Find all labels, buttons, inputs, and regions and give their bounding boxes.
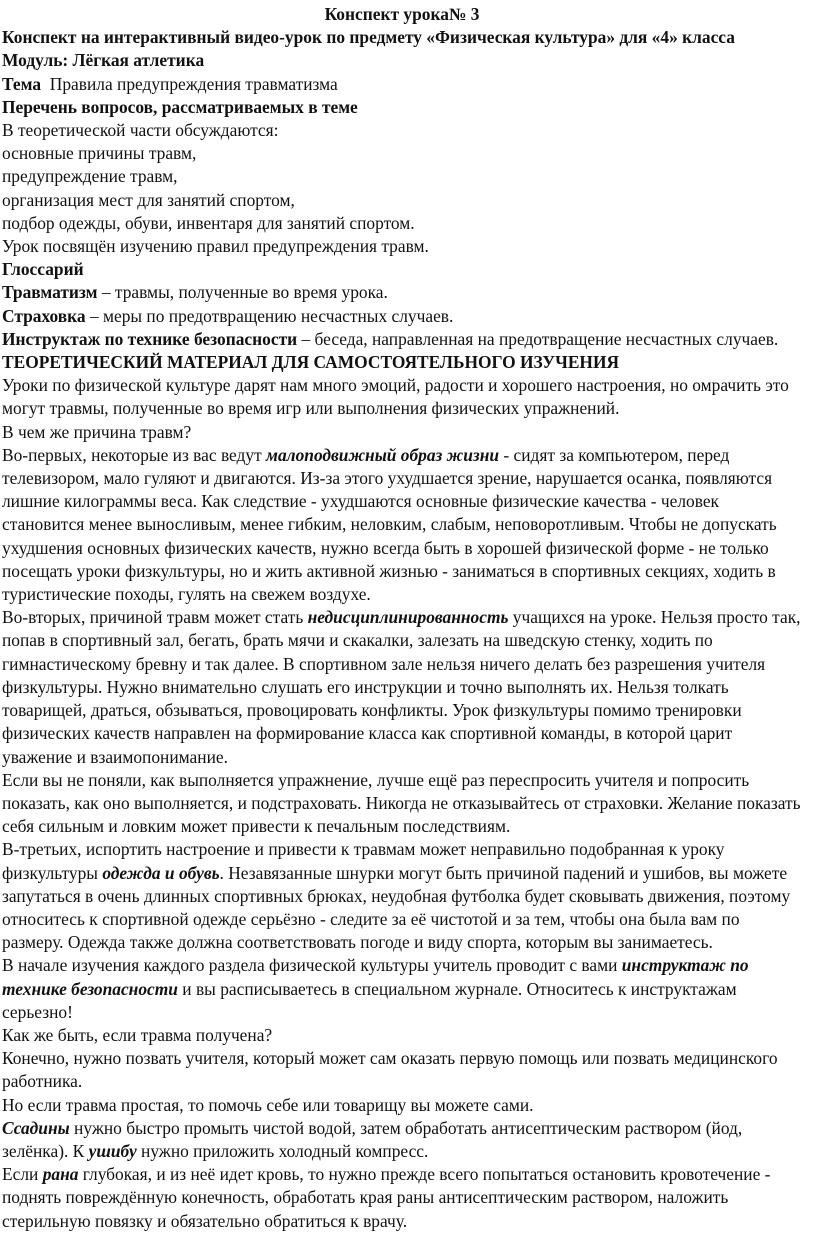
paragraph: Конечно, нужно позвать учителя, который может сам оказать первую помощь или позвать медицинского работника.: [2, 1048, 778, 1092]
text-run: Во-вторых, причиной травм может стать: [2, 607, 308, 628]
intro-line: подбор одежды, обуви, инвентаря для занятий спортом.: [2, 212, 415, 233]
emphasis: инструктаж по технике безопасности: [2, 955, 749, 999]
topic-text: Правила предупреждения травматизма: [41, 73, 338, 94]
emphasis: рана: [42, 1164, 79, 1185]
emphasis: одежда и обувь: [102, 862, 220, 883]
intro-line: основные причины травм,: [2, 143, 197, 164]
intro-line: организация мест для занятий спортом,: [2, 189, 295, 210]
document-subtitle: Конспект на интерактивный видео-урок по предмету «Физическая культура» для «4» класса: [2, 27, 735, 48]
theory-heading: ТЕОРЕТИЧЕСКИЙ МАТЕРИАЛ ДЛЯ САМОСТОЯТЕЛЬНОГО ИЗУЧЕНИЯ: [2, 352, 620, 373]
emphasis: недисциплинированность: [307, 607, 509, 628]
paragraph: [2, 1163, 802, 1233]
glossary-heading: Глоссарий: [2, 259, 84, 280]
paragraph: Уроки по физической культуре дарят нам много эмоций, радости и хорошего настроения, но омрачить это могут травмы, полученные во время игр или выполнения физических упражнений.: [2, 375, 789, 419]
glossary-definition: – беседа, направленная на предотвращение несчастных случаев.: [297, 328, 779, 349]
glossary-entry: [2, 305, 802, 328]
intro-line: предупреждение травм,: [2, 166, 178, 187]
paragraph: Если вы не поняли, как выполняется упражнение, лучше ещё раз переспросить учителя и попросить показать, как оно выполняется, и подстраховать. Никогда не отказывайтесь от страховки. Желание показать себя сильным и ловким может привести к печальным последствиям.: [2, 769, 801, 837]
glossary-definition: – травмы, полученные во время урока.: [97, 282, 388, 303]
text-run: В начале изучения каждого раздела физической культуры учитель проводит с вами: [2, 955, 622, 976]
glossary-entry: [2, 328, 802, 351]
questions-heading: Перечень вопросов, рассматриваемых в теме: [2, 96, 358, 117]
glossary-term: Инструктаж по технике безопасности: [2, 328, 298, 349]
emphasis: Ссадины: [2, 1117, 70, 1138]
topic-line: [2, 73, 802, 96]
paragraph: Как же быть, если травма получена?: [2, 1024, 273, 1045]
intro-line: В теоретической части обсуждаются:: [2, 120, 279, 141]
intro-line: Урок посвящён изучению правил предупреждения травм.: [2, 236, 429, 257]
text-run: Во-первых, некоторые из вас ведут: [2, 444, 267, 465]
glossary-term: Страховка: [2, 305, 86, 326]
text-run: Если: [2, 1164, 43, 1185]
emphasis: ушибу: [88, 1140, 137, 1161]
text-run: учащихся на уроке. Нельзя просто так, попав в спортивный зал, бегать, брать мячи и скакалки, залезать на шведскую стенку, ходить по гимнастическому бревну и так далее. В спортивном зале нельзя ничего делать без разрешения учителя физкультуры. Нужно внимательно слушать его инструкции и точно выполнять их. Нельзя толкать товарищей, драться, обзываться, провоцировать конфликты. Урок физкультуры помимо тренировки физических качеств направлен на формирование класса как спортивной команды, в которой царит уважение и взаимопонимание.: [2, 607, 801, 767]
text-run: - сидят за компьютером, перед телевизором, мало гуляют и двигаются. Из-за этого ухудшается зрение, нарушается осанка, появляются лишние килограммы веса. Как следствие - ухудшаются основные физические качества - человек становится менее выносливым, менее гибким, неловким, слабым, неповоротливым. Чтобы не допускать ухудшения основных физических качеств, нужно всегда быть в хорошей физической форме - не только посещать уроки физкультуры, но и жить активной жизнью - заниматься в спортивных секциях, ходить в туристические походы, гулять на свежем воздухе.: [2, 444, 777, 605]
paragraph: В чем же причина травм?: [2, 421, 192, 442]
paragraph: [2, 838, 802, 954]
paragraph: Но если травма простая, то помочь себе или товарищу вы можете сами.: [2, 1094, 534, 1115]
text-run: В-третьих, испортить настроение и привести к травмам может неправильно подобранная к уроку физкультуры: [2, 839, 725, 883]
text-run: нужно быстро промыть чистой водой, затем обработать антисептическим раствором (йод, зелёнка). К: [2, 1117, 743, 1161]
glossary-term: Травматизм: [2, 282, 98, 303]
text-run: . Незавязанные шнурки могут быть причиной падений и ушибов, вы можете запутаться в очень длинных спортивных брюках, неудобная футболка будет сковывать движения, поэтому относитесь к спортивной одежде серьёзно - следите за её чистотой и за тем, чтобы она была вам по размеру. Одежда также должна соответствовать погоде и виду спорта, которым вы занимаетесь.: [2, 862, 791, 953]
text-run: глубокая, и из неё идет кровь, то нужно прежде всего попытаться остановить кровотечение - поднять повреждённую конечность, обработать края раны антисептическим раствором, наложить стерильную повязку и обязательно обратиться к врачу.: [2, 1164, 771, 1231]
glossary-definition: – меры по предотвращению несчастных случаев.: [85, 305, 454, 326]
topic-label: Тема: [2, 73, 42, 94]
paragraph: [2, 1117, 802, 1163]
paragraph: [2, 606, 802, 768]
glossary-entry: [2, 281, 802, 304]
paragraph: [2, 444, 802, 606]
emphasis: малоподвижный образ жизни: [266, 444, 500, 465]
text-run: нужно приложить холодный компресс.: [136, 1140, 429, 1161]
document-title: Конспект урока№ 3: [324, 4, 480, 24]
text-run: и вы расписываетесь в специальном журнале. Относитесь к инструктажам серьезно!: [2, 978, 737, 1022]
module-line: Модуль: Лёгкая атлетика: [2, 50, 205, 71]
paragraph: [2, 954, 802, 1024]
